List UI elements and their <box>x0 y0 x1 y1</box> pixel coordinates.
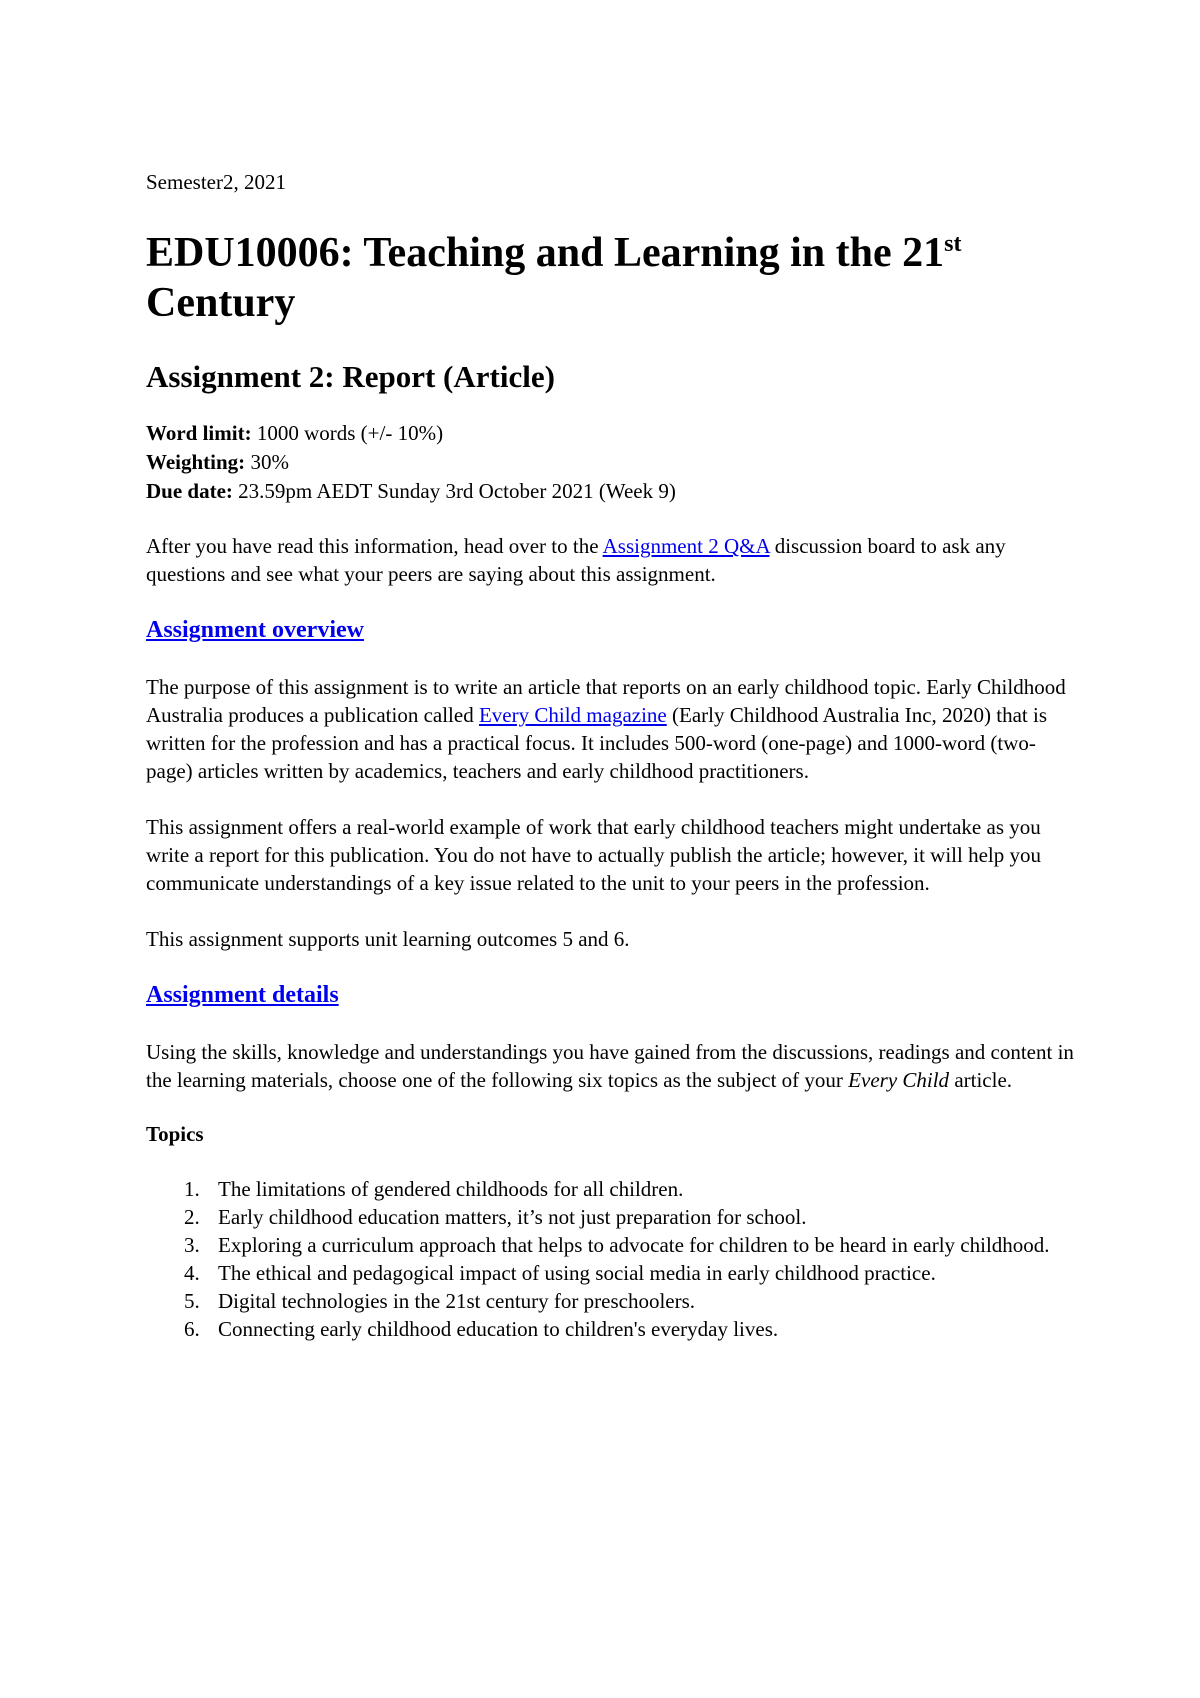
page-title <box>146 229 1076 328</box>
topic-text: The ethical and pedagogical impact of using social media in early childhood practice. <box>218 1261 936 1286</box>
topic-number: 6. <box>184 1317 200 1342</box>
topics-heading: Topics <box>146 1122 204 1147</box>
intro-text-after: discussion board to ask any questions and see what your peers are saying about this assignment. <box>146 534 1006 587</box>
every-child-emphasis: Every Child <box>848 1068 950 1093</box>
weighting-value: 30% <box>245 450 289 475</box>
weighting-row <box>146 448 1076 477</box>
every-child-magazine-link[interactable]: Every Child magazine <box>478 703 667 728</box>
document-content <box>146 170 1076 1343</box>
details-paragraph <box>146 1038 1076 1094</box>
topic-text: Exploring a curriculum approach that helps to advocate for children to be heard in early childhood. <box>218 1233 1050 1258</box>
topic-number: 1. <box>184 1177 200 1202</box>
word-limit-label: Word limit: <box>146 421 252 446</box>
word-limit-row <box>146 419 1076 448</box>
weighting-label: Weighting: <box>146 450 246 475</box>
overview-heading <box>146 616 1076 645</box>
details-p1-after: article. <box>949 1068 1013 1093</box>
overview-heading-link[interactable]: Assignment overview <box>146 617 364 644</box>
details-heading <box>146 981 1076 1010</box>
due-date-label: Due date: <box>146 479 233 504</box>
topic-text: Connecting early childhood education to children's everyday lives. <box>218 1317 779 1342</box>
due-date-row <box>146 477 1076 506</box>
topic-number: 4. <box>184 1261 200 1286</box>
topic-text: Digital technologies in the 21st century for preschoolers. <box>218 1289 696 1314</box>
intro-paragraph <box>146 532 1076 588</box>
topic-number: 2. <box>184 1205 200 1230</box>
overview-p1-before: The purpose of this assignment is to write an article that reports on an early childhood topic. Early Childhood Australia produces a publication called <box>146 675 1066 728</box>
topic-text: The limitations of gendered childhoods for all children. <box>218 1177 684 1202</box>
topic-item <box>146 1259 1076 1287</box>
title-main: EDU10006: Teaching and Learning in the 21 <box>146 230 945 277</box>
intro-text-before: After you have read this information, head over to the <box>146 534 603 559</box>
due-date-value: 23.59pm AEDT Sunday 3rd October 2021 (Week 9) <box>232 479 676 504</box>
details-heading-link[interactable]: Assignment details <box>146 982 339 1009</box>
assignment-qa-link[interactable]: Assignment 2 Q&A <box>602 534 770 559</box>
overview-paragraph-1 <box>146 673 1076 785</box>
topic-number: 5. <box>184 1289 200 1314</box>
topic-number: 3. <box>184 1233 200 1258</box>
semester-label: Semester2, 2021 <box>146 170 286 194</box>
assignment-meta <box>146 419 1076 506</box>
assignment-subtitle: Assignment 2: Report (Article) <box>146 359 555 395</box>
word-limit-value: 1000 words (+/- 10%) <box>251 421 444 446</box>
overview-paragraph-3: This assignment supports unit learning outcomes 5 and 6. <box>146 927 630 952</box>
title-superscript: st <box>944 231 962 258</box>
topic-item <box>146 1231 1076 1259</box>
topics-list <box>146 1175 1076 1343</box>
topic-item <box>146 1175 1076 1203</box>
topic-item <box>146 1203 1076 1231</box>
topic-item <box>146 1287 1076 1315</box>
topic-item <box>146 1315 1076 1343</box>
overview-paragraph-2: This assignment offers a real-world example of work that early childhood teachers might undertake as you write a report for this publication. You do not have to actually publish the article; however, it will help you communicate understandings of a key issue related to the unit to your peers in the profession. <box>146 815 1041 896</box>
topic-text: Early childhood education matters, it’s not just preparation for school. <box>218 1205 807 1230</box>
details-p1-before: Using the skills, knowledge and understandings you have gained from the discussions, readings and content in the learning materials, choose one of the following six topics as the subject of your <box>146 1040 1074 1093</box>
title-tail: Century <box>146 279 296 326</box>
overview-p1-after: (Early Childhood Australia Inc, 2020) that is written for the profession and has a practical focus. It includes 500-word (one-page) and 1000-word (two-page) articles written by academics, teachers and early childhood practitioners. <box>146 703 1048 784</box>
